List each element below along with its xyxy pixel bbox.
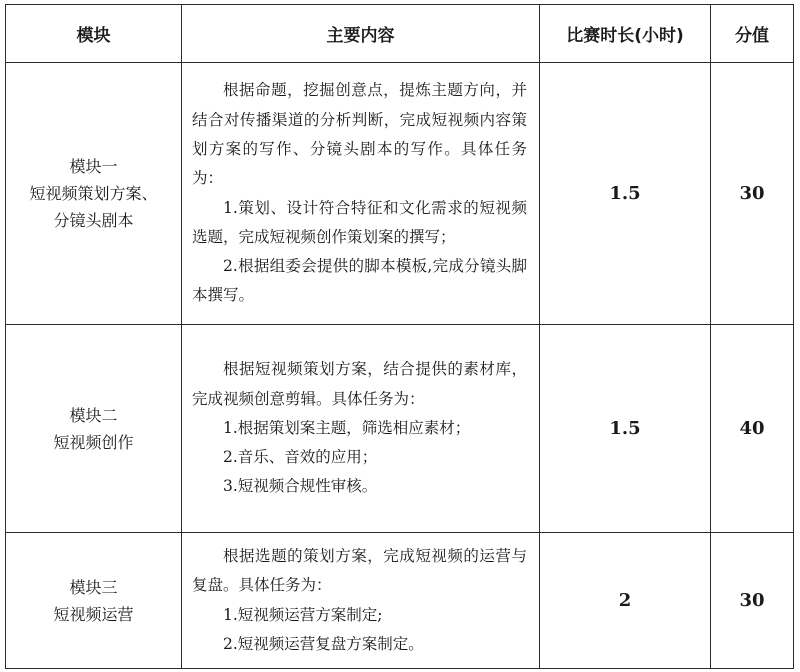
content-task: 2.根据组委会提供的脚本模板,完成分镜头脚本撰写。 [192, 257, 527, 305]
duration-value: 1.5 [540, 63, 711, 325]
content-task: 2.短视频运营复盘方案制定。 [223, 634, 424, 653]
module-desc: 分镜头剧本 [53, 211, 134, 230]
score-value: 30 [711, 533, 794, 669]
content-cell [182, 63, 540, 325]
module-name: 模块一 [69, 157, 118, 176]
module-desc: 短视频创作 [53, 432, 134, 452]
content-task: 3.短视频合规性审核。 [223, 477, 378, 496]
content-paragraph: 根据命题，挖掘创意点，提炼主题方向，并结合对传播渠道的分析判断，完成短视频内容策划方案的写作、分镜头剧本的写作。具体任务为： [192, 81, 527, 188]
score-value: 40 [711, 325, 794, 533]
content-paragraph: 根据选题的策划方案，完成短视频的运营与复盘。具体任务为： [192, 546, 527, 595]
content-cell [182, 533, 540, 669]
header-score: 分值 [711, 5, 794, 63]
duration-value: 2 [540, 533, 711, 669]
module-name: 模块三 [69, 577, 118, 597]
duration-value: 1.5 [540, 325, 711, 533]
score-value: 30 [711, 63, 794, 325]
module-desc: 短视频运营 [53, 604, 134, 624]
competition-table [5, 4, 794, 669]
module-cell [6, 533, 182, 669]
table-header-row [6, 5, 794, 63]
module-desc: 短视频策划方案、 [29, 184, 158, 203]
header-duration: 比赛时长(小时) [540, 5, 711, 63]
content-task: 1.短视频运营方案制定; [223, 605, 383, 624]
table-row [6, 63, 794, 325]
header-module: 模块 [6, 5, 182, 63]
table-row [6, 533, 794, 669]
header-content: 主要内容 [182, 5, 540, 63]
module-name: 模块二 [69, 405, 118, 425]
content-task: 1.根据策划案主题，筛选相应素材； [223, 418, 471, 437]
table-row [6, 325, 794, 533]
module-cell [6, 63, 182, 325]
content-paragraph: 根据短视频策划方案，结合提供的素材库，完成视频创意剪辑。具体任务为： [192, 360, 527, 408]
content-cell [182, 325, 540, 533]
content-task: 1.策划、设计符合特征和文化需求的短视频选题，完成短视频创作策划案的撰写； [192, 198, 527, 246]
module-cell [6, 325, 182, 533]
content-task: 2.音乐、音效的应用； [223, 448, 378, 467]
